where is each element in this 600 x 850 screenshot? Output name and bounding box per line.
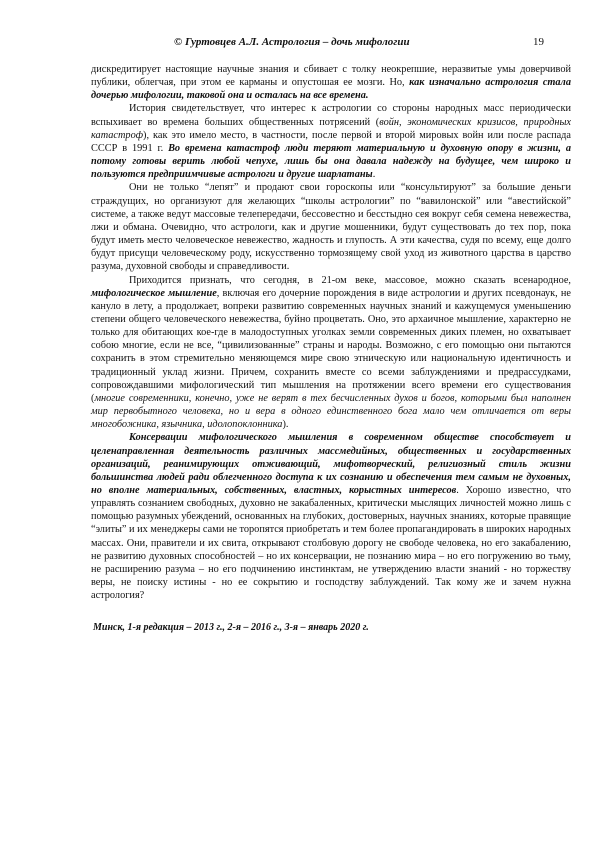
article-body — [91, 63, 571, 635]
paragraph-2 — [91, 102, 571, 181]
paragraph-5-text: . Хорошо известно, что управлять сознанием свободных, духовно не закабаленных, критически мыслящих личностей можно лишь с помощью разумных убеждений, основанных на глубоких, достоверных, научных знаниях, которые правящие “элиты” и их менеджеры сами не торопятся приобретать и тем более пропагандировать в широких народных массах. Они, правители и их свита, открывают столбовую дорогу не свободе человека, но его закабалению, не развитию духовных способностей – но их консервации, не познанию мира – но его погружению во тьму, не расширению разума – но его подчинению инстинктам, не утверждению власти знаний - но торжеству веры, не поиску истины - но ее сокрытию и господству заблуждений. Так кому же и зачем нужна астрология? — [91, 485, 571, 602]
paragraph-2-text-b: ), как это имело место, в частности, после первой и второй мировых войн или после распада СССР в 1991 г. — [91, 129, 571, 154]
paragraph-2-text-a: История свидетельствует, что интерес к астрологии со стороны народных масс периодически вспыхивает во времена больших общественных потрясений ( — [91, 103, 571, 128]
paragraph-5 — [91, 431, 571, 602]
paragraph-2-italic: войн, экономических кризисов, природных катастроф — [91, 116, 571, 141]
paragraph-2-text-c: . — [372, 169, 376, 181]
running-title: © Гуртовцев А.Л. Астрология – дочь мифологии — [174, 36, 410, 48]
paragraph-4-text-b: , включая его дочерние порождения в виде астрологии и других псевдонаук, не кануло в лету, а продолжает, вопреки развитию современных научных знаний и кажущемуся уменьшению степени общего человеческого невежества, буйно процветать. Оно, это архаичное мышление, характерно не только для обитающих кое-где в малодоступных уголках земли современных диких племен, но охватывает собою многие, если не все, “цивилизованные” страны и народы. Возможно, с его помощью они пытаются сохранить в этом стремительно меняющемся мире свою этническую или национальную идентичность и традиционный уклад жизни. Причем, сохранить вместе со всеми заблуждениями и предрассудками, сопровождавшими мифологический тип мышления на протяжении всего времени его существования ( — [91, 287, 571, 404]
paragraph-4-italic: многие современники, конечно, уже не верят в тех бесчисленных духов и богов, которыми был наполнен мир первобытного человека, но и вера в одного единственного бога мало чем отличается от веры многобожника, язычника, идолопоклонника — [91, 392, 571, 431]
page-header — [0, 36, 600, 52]
paragraph-3-text: Они не только “лепят” и продают свои гороскопы или “консультируют” за большие деньги страждущих, но организуют для желающих “школы астрологии” по “вавилонской” или “авестийской” системе, а также ведут массовые телепередачи, бессовестно и бесстыдно сея вокруг себя семена невежества, лжи и обмана. Очевидно, что астрологи, как и другие мошенники, будут существовать до тех пор, пока будут иметь место человеческое невежество, жадность и глупость. А эти качества, судя по всему, еще долго будут присущи человеческому роду, искусственно тормозящему свой уход из животного царства в царство разума, духовной свободы и справедливости. — [91, 182, 571, 273]
paragraph-5-emphasis: Консервации мифологического мышления в современном обществе способствует и целенаправленная деятельность различных массмедийных, общественных и государственных организаций, реанимирующих отживающий, мифотворческий, религиозный стиль жизни большинства людей ради облегченного доступа к их сознанию и обеспечения тем самым не духовных, но вполне материальных, собственных, властных, корыстных интересов — [91, 432, 571, 496]
paragraph-4-text-a: Приходится признать, что сегодня, в 21-ом веке, массовое, можно сказать всенародное, — [129, 274, 571, 286]
page-number: 19 — [533, 36, 544, 48]
paragraph-2-emphasis: Во времена катастроф люди теряют материальную и духовную опору в жизни, а потому готовы верить любой чепухе, лишь бы она давала надежду на будущее, чем широко и пользуются предприимчивые астрологи и другие шарлатаны — [91, 142, 572, 181]
paragraph-3 — [91, 181, 571, 273]
paragraph-1-emphasis: как изначально астрология стала дочерью мифологии, таковой она и осталась на все времена. — [91, 77, 571, 102]
paragraph-4-emphasis: мифологическое мышление — [91, 287, 217, 299]
paragraph-4 — [91, 274, 571, 432]
paragraph-1 — [91, 63, 571, 102]
paragraph-1-text: дискредитирует настоящие научные знания и сбивает с толку неокрепшие, неразвитые умы доверчивой публики, облегчая, при этом ее карманы и опустошая ее мозги. Но, — [91, 64, 571, 89]
paragraph-4-text-c: ). — [282, 419, 289, 431]
signoff-line: Минск, 1-я редакция – 2013 г., 2-я – 2016 г., 3-я – январь 2020 г. — [93, 622, 369, 634]
